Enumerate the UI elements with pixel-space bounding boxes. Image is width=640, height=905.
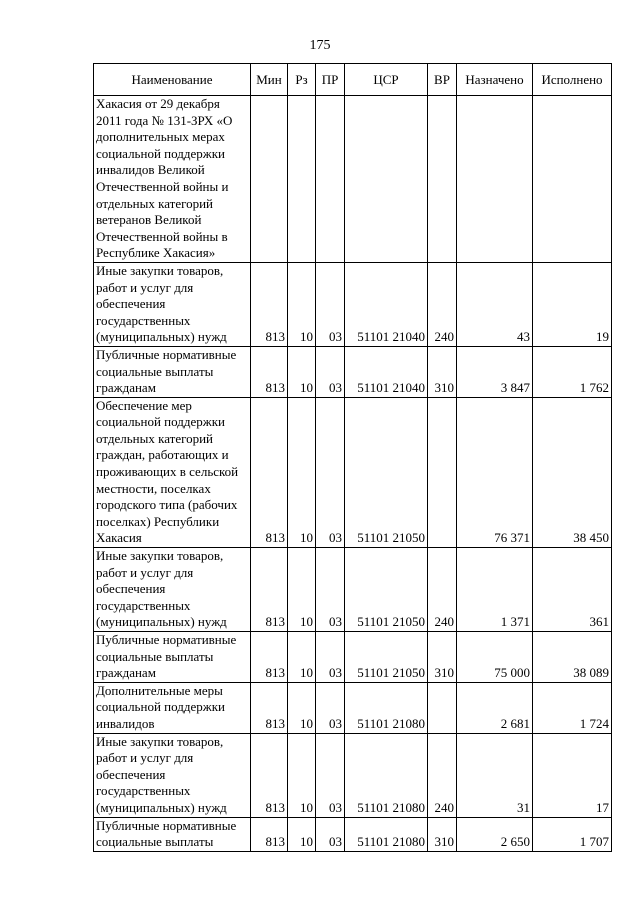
row-pr: 03 bbox=[316, 733, 345, 817]
row-executed: 19 bbox=[533, 262, 612, 346]
row-vr bbox=[428, 96, 457, 263]
header-csr: ЦСР bbox=[345, 64, 428, 96]
header-min: Мин bbox=[251, 64, 288, 96]
row-executed bbox=[533, 96, 612, 263]
row-assigned: 75 000 bbox=[457, 632, 533, 683]
table-row bbox=[94, 817, 612, 851]
row-vr: 240 bbox=[428, 262, 457, 346]
row-vr: 240 bbox=[428, 548, 457, 632]
row-csr: 51101 21050 bbox=[345, 548, 428, 632]
row-name: Иные закупки товаров, работ и услуг для обеспечения государственных (муниципальных) нужд bbox=[94, 262, 251, 346]
row-name: Обеспечение мер социальной поддержки отдельных категорий граждан, работающих и проживающих в сельской местности, поселках городского типа (рабочих поселках) Республики Хакасия bbox=[94, 397, 251, 547]
row-vr bbox=[428, 682, 457, 733]
row-rz: 10 bbox=[288, 632, 316, 683]
row-csr: 51101 21050 bbox=[345, 632, 428, 683]
table-row bbox=[94, 548, 612, 632]
budget-table bbox=[93, 63, 612, 852]
table-row bbox=[94, 397, 612, 547]
table-row bbox=[94, 346, 612, 397]
row-vr bbox=[428, 397, 457, 547]
row-pr: 03 bbox=[316, 682, 345, 733]
row-name: Иные закупки товаров, работ и услуг для обеспечения государственных (муниципальных) нужд bbox=[94, 733, 251, 817]
row-assigned: 31 bbox=[457, 733, 533, 817]
row-assigned: 2 681 bbox=[457, 682, 533, 733]
row-min: 813 bbox=[251, 682, 288, 733]
header-pr: ПР bbox=[316, 64, 345, 96]
row-rz bbox=[288, 96, 316, 263]
row-csr: 51101 21080 bbox=[345, 817, 428, 851]
row-rz: 10 bbox=[288, 733, 316, 817]
row-assigned: 1 371 bbox=[457, 548, 533, 632]
table-row bbox=[94, 262, 612, 346]
row-executed: 361 bbox=[533, 548, 612, 632]
row-pr bbox=[316, 96, 345, 263]
row-min bbox=[251, 96, 288, 263]
row-assigned: 3 847 bbox=[457, 346, 533, 397]
row-min: 813 bbox=[251, 262, 288, 346]
row-name: Публичные нормативные социальные выплаты bbox=[94, 817, 251, 851]
header-name: Наименование bbox=[94, 64, 251, 96]
row-min: 813 bbox=[251, 817, 288, 851]
header-executed: Исполнено bbox=[533, 64, 612, 96]
page-number: 175 bbox=[309, 38, 331, 53]
header-vr: ВР bbox=[428, 64, 457, 96]
row-pr: 03 bbox=[316, 632, 345, 683]
row-pr: 03 bbox=[316, 346, 345, 397]
row-csr: 51101 21040 bbox=[345, 346, 428, 397]
table-row bbox=[94, 682, 612, 733]
row-rz: 10 bbox=[288, 682, 316, 733]
row-executed: 38 450 bbox=[533, 397, 612, 547]
row-assigned: 76 371 bbox=[457, 397, 533, 547]
row-min: 813 bbox=[251, 346, 288, 397]
row-csr bbox=[345, 96, 428, 263]
row-name: Хакасия от 29 декабря 2011 года № 131-ЗРХ «О дополнительных мерах социальной поддержки инвалидов Великой Отечественной войны и отдельных категорий ветеранов Великой Отечественной войны в Республике Хакасия» bbox=[94, 96, 251, 263]
row-rz: 10 bbox=[288, 262, 316, 346]
row-pr: 03 bbox=[316, 817, 345, 851]
row-assigned: 43 bbox=[457, 262, 533, 346]
table-row bbox=[94, 733, 612, 817]
row-assigned bbox=[457, 96, 533, 263]
row-name: Иные закупки товаров, работ и услуг для обеспечения государственных (муниципальных) нужд bbox=[94, 548, 251, 632]
row-csr: 51101 21080 bbox=[345, 733, 428, 817]
row-executed: 38 089 bbox=[533, 632, 612, 683]
row-rz: 10 bbox=[288, 397, 316, 547]
row-rz: 10 bbox=[288, 548, 316, 632]
row-vr: 310 bbox=[428, 632, 457, 683]
row-vr: 240 bbox=[428, 733, 457, 817]
row-pr: 03 bbox=[316, 262, 345, 346]
table-row bbox=[94, 632, 612, 683]
row-executed: 1 762 bbox=[533, 346, 612, 397]
header-rz: Рз bbox=[288, 64, 316, 96]
row-pr: 03 bbox=[316, 397, 345, 547]
row-min: 813 bbox=[251, 632, 288, 683]
row-vr: 310 bbox=[428, 817, 457, 851]
row-assigned: 2 650 bbox=[457, 817, 533, 851]
header-assigned: Назначено bbox=[457, 64, 533, 96]
row-name: Дополнительные меры социальной поддержки инвалидов bbox=[94, 682, 251, 733]
row-csr: 51101 21050 bbox=[345, 397, 428, 547]
row-min: 813 bbox=[251, 548, 288, 632]
row-executed: 17 bbox=[533, 733, 612, 817]
row-rz: 10 bbox=[288, 346, 316, 397]
row-min: 813 bbox=[251, 397, 288, 547]
row-rz: 10 bbox=[288, 817, 316, 851]
row-vr: 310 bbox=[428, 346, 457, 397]
row-executed: 1 707 bbox=[533, 817, 612, 851]
row-min: 813 bbox=[251, 733, 288, 817]
row-csr: 51101 21040 bbox=[345, 262, 428, 346]
table-header-row bbox=[94, 64, 612, 96]
row-name: Публичные нормативные социальные выплаты гражданам bbox=[94, 632, 251, 683]
row-executed: 1 724 bbox=[533, 682, 612, 733]
row-csr: 51101 21080 bbox=[345, 682, 428, 733]
row-name: Публичные нормативные социальные выплаты гражданам bbox=[94, 346, 251, 397]
table-row bbox=[94, 96, 612, 263]
row-pr: 03 bbox=[316, 548, 345, 632]
